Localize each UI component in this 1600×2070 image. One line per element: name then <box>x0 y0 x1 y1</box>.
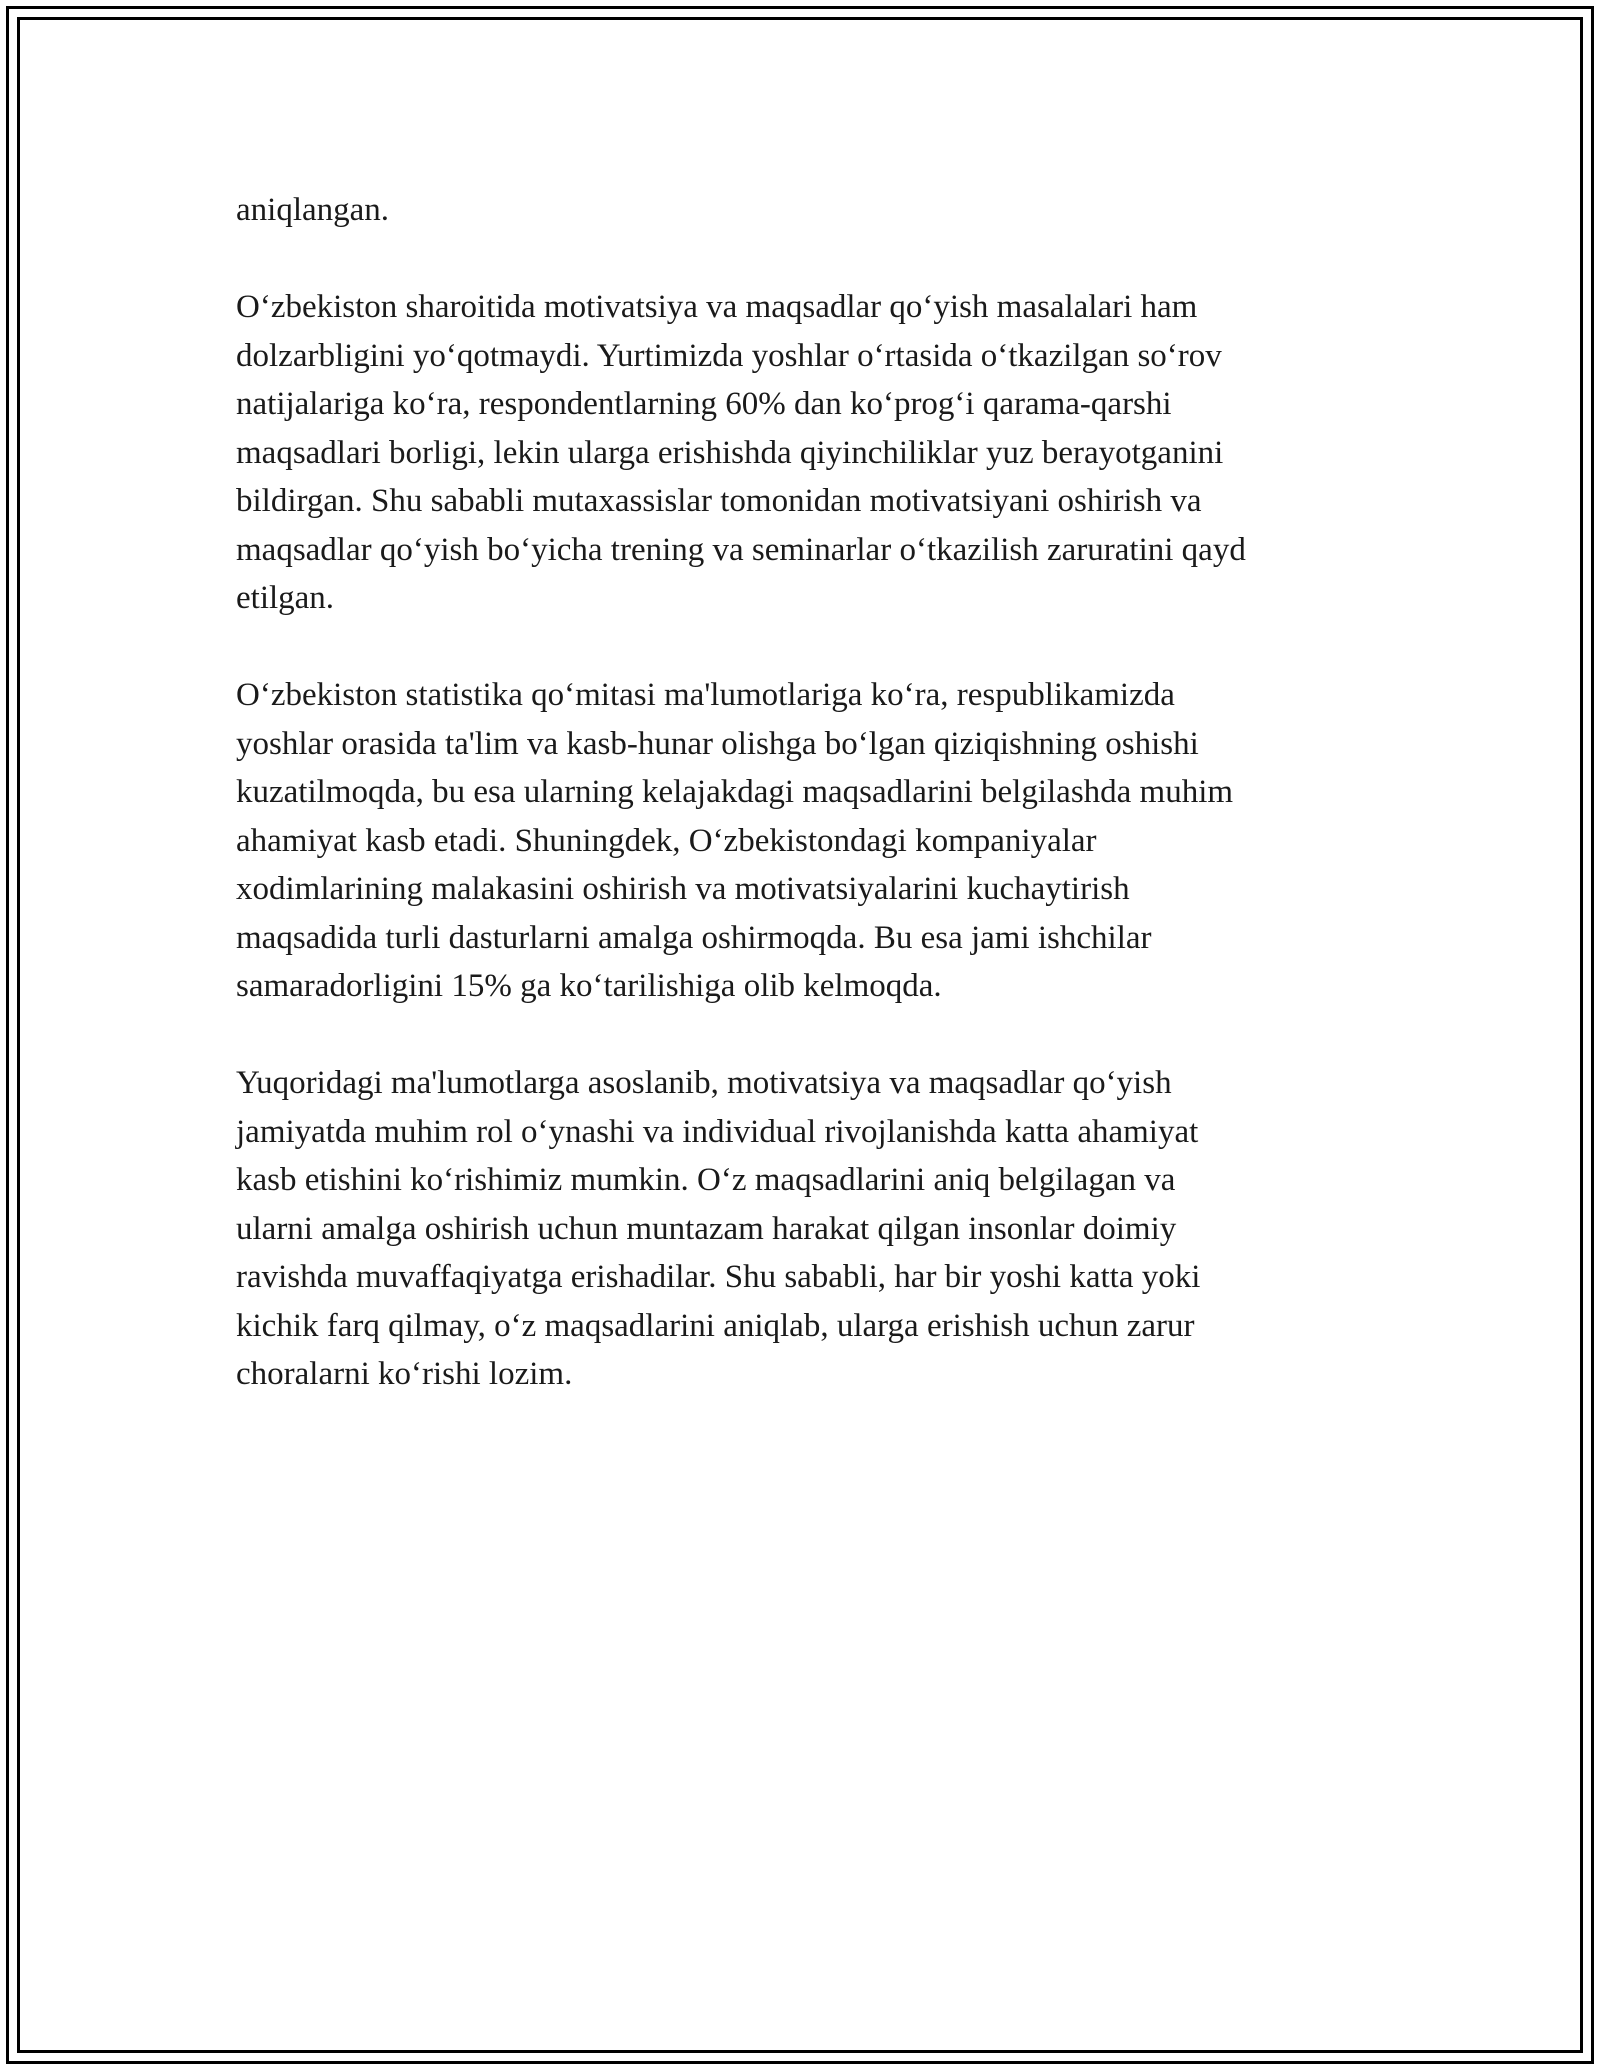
paragraph-line: yoshlar orasida ta'lim va kasb-hunar olishga bo‘lgan qiziqishning oshishi <box>236 725 1199 762</box>
paragraph-line: bildirgan. Shu sababli mutaxassislar tomonidan motivatsiyani oshirish va <box>236 483 1202 519</box>
paragraph-line: dolzarbligini yo‘qotmaydi. Yurtimizda yoshlar o‘rtasida o‘tkazilgan so‘rov <box>236 337 1222 374</box>
paragraph-line: samaradorligini 15% ga ko‘tarilishiga olib kelmoqda. <box>236 968 942 1004</box>
paragraph-line: jamiyatda muhim rol o‘ynashi va individual rivojlanishda katta ahamiyat <box>236 1113 1199 1150</box>
paragraph-line: kichik farq qilmay, o‘z maqsadlarini aniqlab, ularga erishish uchun zarur <box>236 1307 1195 1344</box>
paragraph-line: xodimlarining malakasini oshirish va motivatsiyalarini kuchaytirish <box>236 871 1130 907</box>
paragraph-1 <box>236 186 1386 235</box>
paragraph-line: aniqlangan. <box>236 192 390 228</box>
document-body <box>236 186 1386 1447</box>
paragraph-line: ularni amalga oshirish uchun muntazam harakat qilgan insonlar doimiy <box>236 1210 1177 1247</box>
paragraph-line: natijalariga ko‘ra, respondentlarning 60% dan ko‘prog‘i qarama-qarshi <box>236 386 1172 422</box>
paragraph-line: ahamiyat kasb etadi. Shuningdek, O‘zbekistondagi kompaniyalar <box>236 822 1097 859</box>
paragraph-line: kasb etishini ko‘rishimiz mumkin. O‘z maqsadlarini aniq belgilagan va <box>236 1162 1176 1198</box>
paragraph-line: kuzatilmoqda, bu esa ularning kelajakdagi maqsadlarini belgilashda muhim <box>236 774 1234 810</box>
paragraph-3 <box>236 671 1386 1011</box>
paragraph-line: Yuqoridagi ma'lumotlarga asoslanib, motivatsiya va maqsadlar qo‘yish <box>236 1065 1172 1101</box>
paragraph-line: O‘zbekiston sharoitida motivatsiya va maqsadlar qo‘yish masalalari ham <box>236 289 1198 325</box>
paragraph-line: choralarni ko‘rishi lozim. <box>236 1356 573 1392</box>
paragraph-2 <box>236 283 1386 623</box>
paragraph-4 <box>236 1059 1386 1399</box>
paragraph-line: maqsadida turli dasturlarni amalga oshirmoqda. Bu esa jami ishchilar <box>236 919 1152 956</box>
paragraph-line: maqsadlar qo‘yish bo‘yicha trening va seminarlar o‘tkazilish zaruratini qayd <box>236 531 1246 568</box>
paragraph-line: O‘zbekiston statistika qo‘mitasi ma'lumotlariga ko‘ra, respublikamizda <box>236 677 1175 713</box>
paragraph-line: etilgan. <box>236 580 335 616</box>
paragraph-line: ravishda muvaffaqiyatga erishadilar. Shu sababli, har bir yoshi katta yoki <box>236 1259 1201 1295</box>
paragraph-line: maqsadlari borligi, lekin ularga erishishda qiyinchiliklar yuz berayotganini <box>236 434 1224 471</box>
